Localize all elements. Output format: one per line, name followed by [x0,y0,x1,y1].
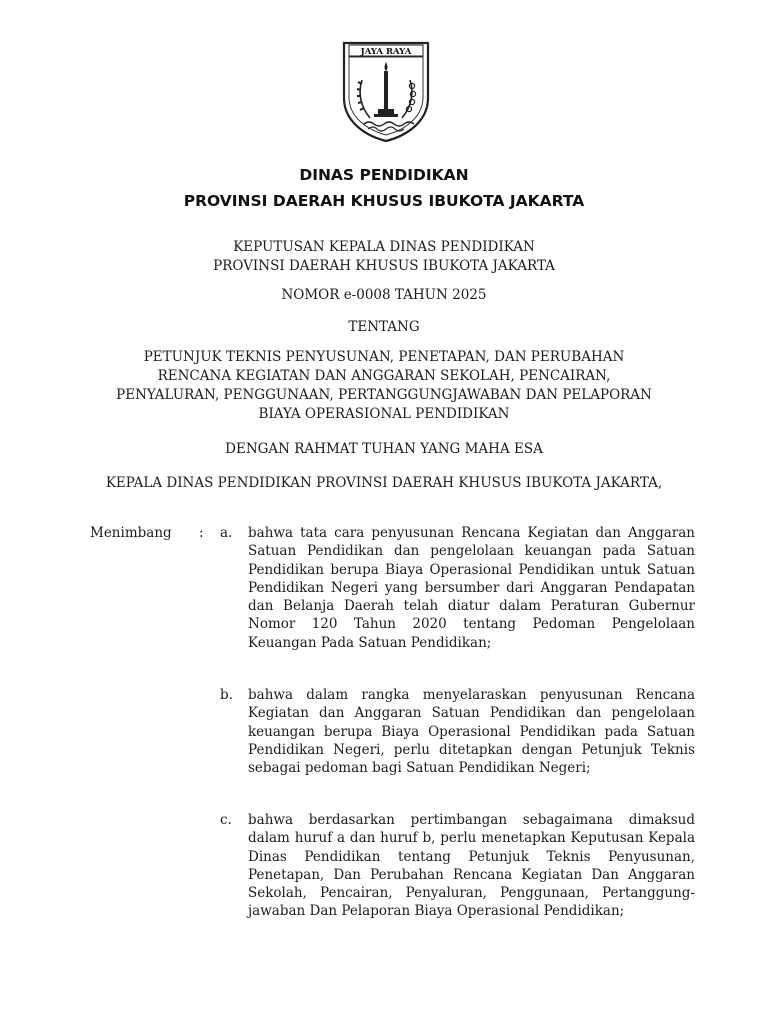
decree-subject-line: PENYALURAN, PENGGUNAAN, PERTANGGUNGJAWABAN DAN PELAPORAN [116,387,652,403]
item-marker: c. [220,812,232,828]
agency-province: PROVINSI DAERAH KHUSUS IBUKOTA JAKARTA [183,192,585,210]
item-text: bahwa berdasarkan pertimbangan sebagaimana dimaksud dalam huruf a dan huruf b, perlu menetapkan Keputusan Kepala Dinas Pendidikan tentang Petunjuk Teknis Penyusunan, Penetapan, Dan Perubahan Rencana Kegiatan Dan Anggaran Sekolah, Pencairan, Penyaluran, Penggunaan, Pertanggung-jawaban Dan Pelaporan Biaya Operasional Pendidikan; [248,812,695,920]
emblem-motto: JAYA RAYA [360,47,412,57]
decree-subject-line: RENCANA KEGIATAN DAN ANGGARAN SEKOLAH, PENCAIRAN, [157,368,611,384]
decree-subject [40,348,728,424]
item-marker: a. [220,525,233,541]
decree-heading-2: PROVINSI DAERAH KHUSUS IBUKOTA JAKARTA [213,258,555,274]
jakarta-emblem-icon [340,40,432,144]
decree-number: NOMOR e-0008 TAHUN 2025 [281,287,487,303]
decree-blessing: DENGAN RAHMAT TUHAN YANG MAHA ESA [225,441,543,457]
decree-heading-1: KEPUTUSAN KEPALA DINAS PENDIDIKAN [233,239,535,255]
considering-colon: : [199,525,204,541]
decree-issuer: KEPALA DINAS PENDIDIKAN PROVINSI DAERAH KHUSUS IBUKOTA JAKARTA, [105,475,663,491]
item-text: bahwa dalam rangka menyelaraskan penyusunan Rencana Kegiatan dan Anggaran Satuan Pendidikan dan pengelolaan keuangan berupa Biaya Operasional Pendidikan pada Satuan Pendidikan Negeri, perlu ditetapkan dengan Petunjuk Teknis sebagai pedoman bagi Satuan Pendidikan Negeri; [248,687,695,777]
considering-label: Menimbang [90,525,172,541]
item-text: bahwa tata cara penyusunan Rencana Kegiatan dan Anggaran Satuan Pendidikan dan pengelolaan keuangan pada Satuan Pendidikan berupa Biaya Operasional Pendidikan untuk Satuan Pendidikan Negeri yang bersumber dari Anggaran Pendapatan dan Belanja Daerah telah diatur dalam Peraturan Gubernur Nomor 120 Tahun 2020 tentang Pedoman Pengelolaan Keuangan Pada Satuan Pendidikan; [248,525,695,651]
decree-about: TENTANG [348,319,420,335]
decree-subject-line: BIAYA OPERASIONAL PENDIDIKAN [258,406,510,422]
decree-subject-line: PETUNJUK TEKNIS PENYUSUNAN, PENETAPAN, DAN PERUBAHAN [143,349,625,365]
agency-name: DINAS PENDIDIKAN [299,166,469,184]
item-marker: b. [220,687,233,703]
